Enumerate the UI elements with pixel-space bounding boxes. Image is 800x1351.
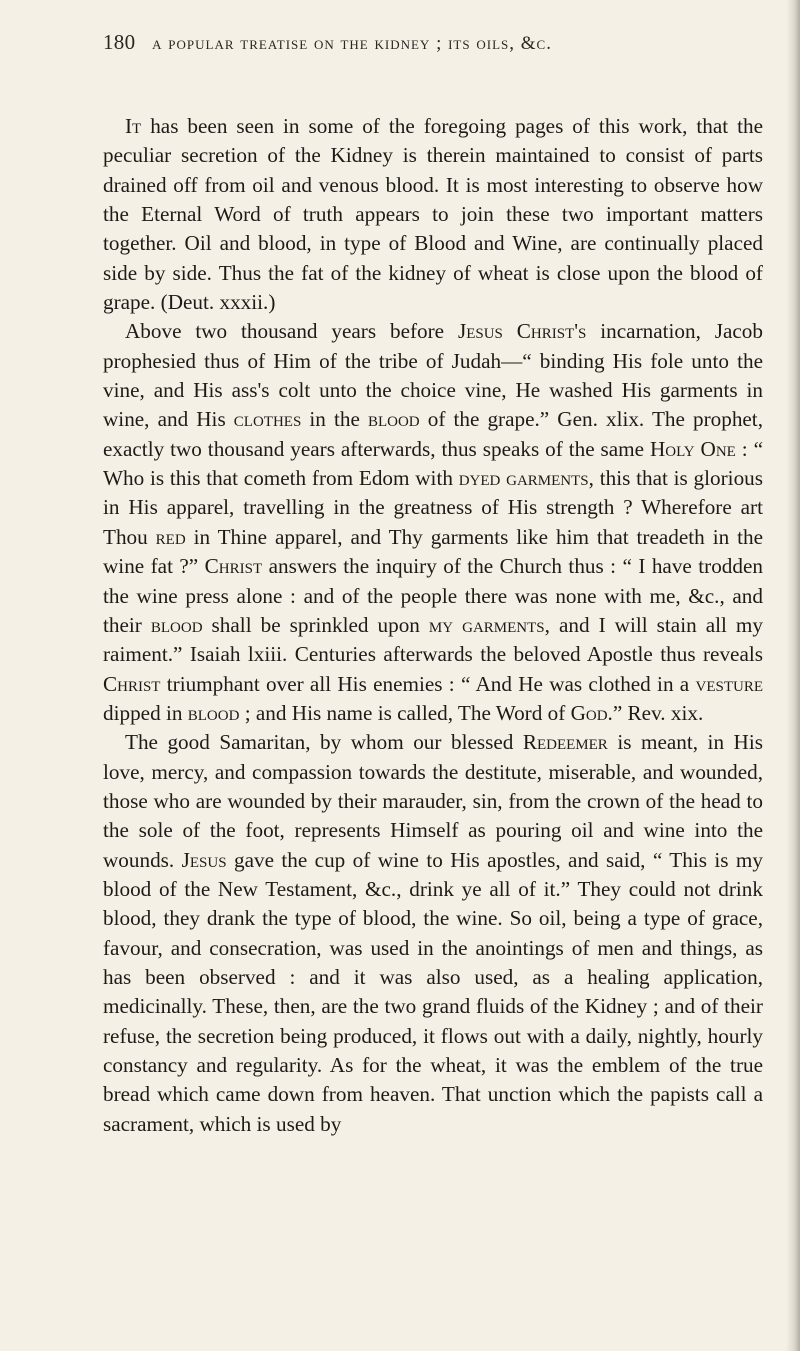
small-caps-run: Holy One (649, 436, 736, 461)
running-header (103, 30, 763, 55)
text-run: of the grape.” Gen. xlix. The prophet, exactly two thousand years afterwards, thus speaks of the same (103, 407, 763, 461)
text-run: gave the cup of wine to His apostles, and said, “ This is my blood of the New Testament, &c., drink ye all of it.” They could not drink blood, they drank the type of blood, the wine. So oil, being a type of grace, favour, and consecration, was used in the anointings of men and things, as has been observed : and it was also used, as a healing application, medicinally. These, then, are the two grand fluids of the Kidney ; and of their refuse, the secretion being produced, it flows out with a daily, nightly, hourly constancy and regularity. As for the wheat, it was the emblem of the true bread which came down from heaven. That unction which the papists call a sacrament, which is used by (103, 847, 763, 1136)
text-run: : “ Who is this that cometh from Edom with (103, 436, 763, 491)
small-caps-run: Jesus (181, 847, 227, 872)
text-run: , and I will stain all my raiment.” Isaiah lxiii. Centuries afterwards the beloved Apostle thus reveals (103, 612, 763, 667)
text-run: triumphant over all His enemies : “ And He was clothed in a (160, 671, 696, 696)
small-caps-run: vesture (695, 671, 763, 696)
paragraph (103, 728, 763, 1139)
body-text (103, 112, 763, 1139)
text-run: is meant, in His love, mercy, and compassion towards the destitute, miserable, and wounded, those who are wounded by their marauder, sin, from the crown of the head to the sole of the foot, represents Himself as pouring oil and wine into the wounds. (103, 730, 763, 872)
text-run: ; and His name is called, The Word of (239, 700, 571, 725)
small-caps-run: blood (187, 700, 240, 725)
page-number: 180 (103, 30, 136, 54)
running-title: a popular treatise on the kidney ; its oils, &c. (152, 33, 552, 54)
text-run: answers the inquiry of the Church thus : “ I have trodden the wine press alone : and of the people there was none with me, &c., and their (103, 554, 763, 637)
small-caps-run: God (570, 700, 608, 725)
text-run: has been seen in some of the foregoing pages of this work, that the peculiar secretion of the Kidney is therein maintained to consist of parts drained off from oil and venous blood. It is most interesting to observe how the Eternal Word of truth appears to join these two important matters together. Oil and blood, in type of Blood and Wine, are continually placed side by side. Thus the fat of the kidney of wheat is close upon the blood of grape. (Deut. xxxii.) (103, 114, 763, 315)
small-caps-run: Jesus Christ's (457, 319, 587, 344)
small-caps-run: It (125, 114, 142, 138)
small-caps-run: clothes (233, 407, 302, 432)
small-caps-run: Redeemer (522, 730, 608, 755)
text-run: .” Rev. xix. (607, 700, 704, 725)
small-caps-run: blood (367, 407, 420, 432)
text-run: shall be sprinkled upon (202, 612, 429, 637)
text-run: The good Samaritan, by whom our blessed (125, 730, 523, 755)
paragraph (103, 317, 763, 728)
small-caps-run: dyed garments (458, 466, 589, 491)
text-run: dipped in (103, 700, 188, 725)
text-run: Above two thousand years before (125, 319, 458, 344)
small-caps-run: my garments (428, 612, 545, 637)
small-caps-run: red (155, 524, 186, 549)
text-run: in Thine apparel, and Thy garments like him that treadeth in the wine fat ?” (103, 524, 763, 579)
text-run: , this that is glorious in His apparel, travelling in the greatness of His strength ? Wherefore art Thou (103, 466, 764, 549)
text-run: in the (301, 407, 368, 432)
page-edge-shadow (786, 0, 800, 1351)
paragraph (103, 112, 763, 317)
text-run: incarnation, Jacob prophesied thus of Him of the tribe of Judah—“ binding His fole unto the vine, and His ass's colt unto the choice vine, He washed His garments in wine, and His (103, 319, 763, 432)
small-caps-run: Christ (204, 554, 263, 579)
small-caps-run: blood (150, 612, 203, 637)
small-caps-run: Christ (103, 671, 161, 696)
